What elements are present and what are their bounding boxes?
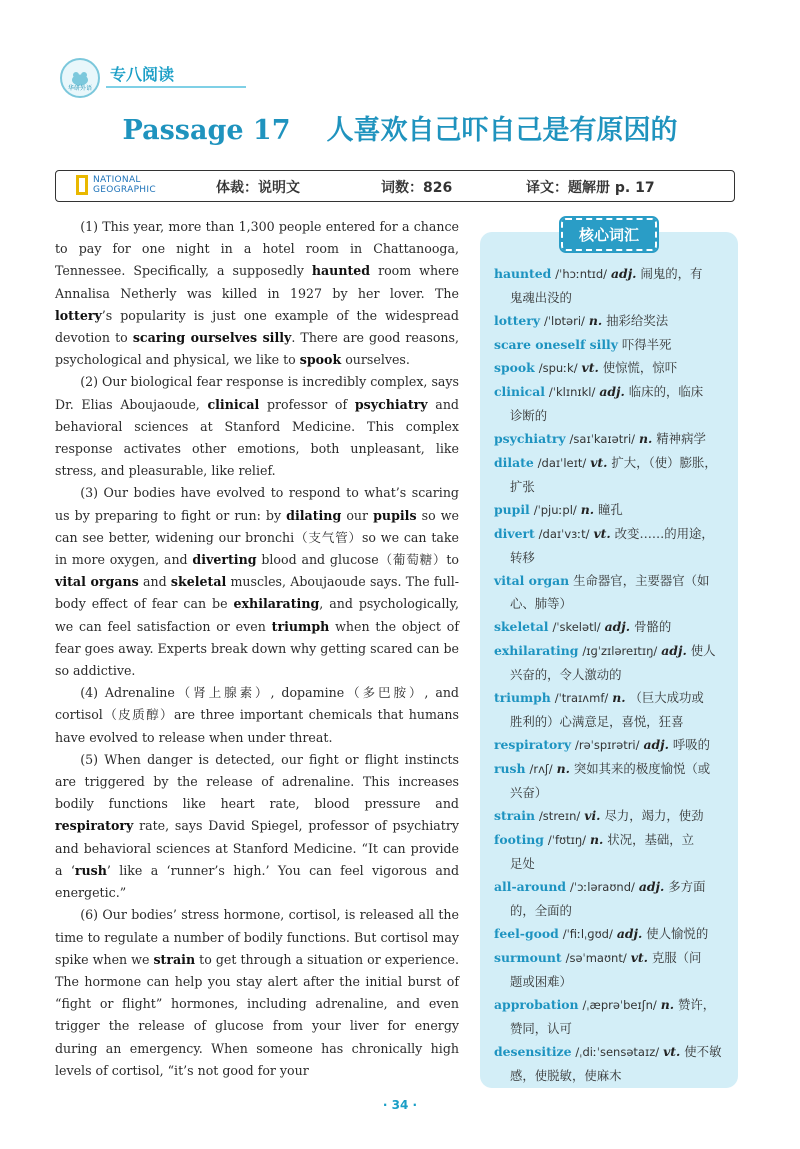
vocab-definition-continued: 兴奋的，令人激动的 xyxy=(510,667,622,682)
vocab-entry xyxy=(494,427,730,451)
logo-line-1: NATIONAL xyxy=(93,175,141,185)
vocab-entry xyxy=(494,615,730,639)
vocab-definition: 使惊慌，惊吓 xyxy=(602,360,678,375)
vocab-phonetic: /ˈlɒtəri/ xyxy=(543,314,585,328)
vocab-word: feel-good xyxy=(494,926,559,941)
vocab-phonetic: /ˌæprəˈbeɪʃn/ xyxy=(582,998,657,1012)
section-label: 专八阅读 xyxy=(110,65,175,84)
key-term: lottery xyxy=(55,307,102,323)
vocab-definition-continued: 题或困难） xyxy=(510,974,572,989)
text-run: (5) When danger is detected, our fight or flight instincts are triggered by the release of adrenaline. This increases bodily functions like heart rate, blood pressure and xyxy=(55,751,459,812)
vocab-phonetic: /spuːk/ xyxy=(538,361,578,375)
vocab-entry xyxy=(494,262,730,309)
national-geographic-logo xyxy=(76,174,196,196)
vocab-phonetic: /ˈfʊtɪŋ/ xyxy=(547,833,587,847)
vocab-definition: 突如其来的极度愉悦（或 xyxy=(573,761,711,776)
text-run: (3) Our bodies have evolved to respond to what’s scaring us by preparing to fight or run: by xyxy=(55,485,459,523)
vocab-definition: 扩大，（使）膨胀， xyxy=(611,455,717,470)
logo-line-2: GEOGRAPHIC xyxy=(93,185,156,195)
key-term: dilating xyxy=(286,507,342,523)
vocab-word: desensitize xyxy=(494,1044,572,1059)
vocab-phonetic: /saɪˈkaɪətri/ xyxy=(569,432,636,446)
vocab-definition: 使不敏 xyxy=(684,1044,722,1059)
vocabulary-list xyxy=(494,262,730,1087)
text-run: . There are good reasons, psychological and physical, we like to xyxy=(55,330,459,368)
vocab-definition-continued: 足处 xyxy=(510,856,535,871)
paragraph xyxy=(55,904,459,1082)
vocab-definition: 改变……的用途， xyxy=(614,526,714,541)
key-term: exhilarating xyxy=(233,596,320,612)
vocab-word: lottery xyxy=(494,313,541,328)
paragraph xyxy=(55,371,459,482)
vocab-part-of-speech: n. xyxy=(580,502,595,517)
text-run: and xyxy=(138,574,171,590)
key-term: strain xyxy=(153,951,196,967)
page-header xyxy=(60,58,380,98)
vocab-phonetic: /ɪɡˈzɪləreɪtɪŋ/ xyxy=(582,644,658,658)
word-count-label: 词数：826 xyxy=(381,180,453,196)
text-run: (2) Our biological fear response is incredibly complex, says Dr. Elias Aboujaoude, xyxy=(55,374,459,412)
genre-label: 体裁：说明文 xyxy=(216,180,300,196)
vocab-word: divert xyxy=(494,526,535,541)
vocab-part-of-speech: adj. xyxy=(661,643,687,658)
vocab-word: haunted xyxy=(494,266,552,281)
vocab-definition: 闹鬼的，有 xyxy=(640,266,703,281)
vocab-entry xyxy=(494,380,730,427)
vocab-definition: 瞳孔 xyxy=(598,502,623,517)
vocab-part-of-speech: n. xyxy=(612,690,626,705)
text-run: blood and glucose（葡萄糖）to xyxy=(256,552,460,568)
vocab-definition: 骨骼的 xyxy=(634,619,672,634)
key-term: triumph xyxy=(271,618,330,634)
vocab-entry xyxy=(494,946,730,993)
vocab-part-of-speech: adj. xyxy=(599,384,625,399)
vocab-entry xyxy=(494,639,730,686)
key-term: spook xyxy=(299,352,342,368)
vocab-definition: （巨大成功或 xyxy=(629,690,704,705)
vocab-word: respiratory xyxy=(494,737,572,752)
key-term: diverting xyxy=(192,552,257,568)
vocab-definition: 多方面 xyxy=(668,879,706,894)
vocab-part-of-speech: n. xyxy=(590,832,604,847)
vocab-word: rush xyxy=(494,761,526,776)
vocab-part-of-speech: adj. xyxy=(604,619,631,634)
text-run: ’s popularity is just one example of the widespread devotion to xyxy=(55,307,459,346)
vocab-entry xyxy=(494,333,730,356)
key-term: rush xyxy=(74,862,107,878)
vocab-definition: 使人 xyxy=(690,643,716,658)
text-run: so we can see better, widening our bronchi（支气管）so we can take in more oxygen, and xyxy=(55,507,459,568)
vocab-entry xyxy=(494,922,730,946)
vocab-phonetic: /daɪˈleɪt/ xyxy=(537,456,587,470)
vocab-phonetic: /ˈtraɪʌmf/ xyxy=(554,691,609,705)
vocab-word: all-around xyxy=(494,879,567,894)
vocab-part-of-speech: vt. xyxy=(590,455,608,470)
vocab-entry xyxy=(494,1040,730,1087)
vocab-part-of-speech: adj. xyxy=(616,926,643,941)
vocab-part-of-speech: adj. xyxy=(643,737,669,752)
page-number: · 34 · xyxy=(382,1098,418,1112)
vocab-entry xyxy=(494,451,730,498)
vocab-word: exhilarating xyxy=(494,643,579,658)
text-run: muscles, Aboujaoude says. The full-body effect of fear can be xyxy=(55,574,459,612)
text-run: ’ like a ‘runner’s high.’ You can feel vigorous and energetic.” xyxy=(55,862,460,901)
key-term: scaring ourselves silly xyxy=(132,330,292,346)
key-term: skeletal xyxy=(170,574,227,590)
key-term: haunted xyxy=(311,263,371,279)
text-run: rate, says David Spiegel, professor of psychiatry and behavioral sciences at Stanford Medicine. “It can provide a ‘ xyxy=(55,818,459,878)
vocab-definition-continued: 扩张 xyxy=(510,479,535,494)
passage-title-text: 人喜欢自己吓自己是有原因的 xyxy=(326,115,678,146)
vocab-phonetic: /daɪˈvɜːt/ xyxy=(538,527,590,541)
text-run: (1) This year, more than 1,300 people entered for a chance to pay for one night in a hotel room in Chattanooga, Tennessee. Specifically, a supposedly xyxy=(55,219,459,279)
vocab-phonetic: /ˈfiːlˌɡʊd/ xyxy=(562,927,613,941)
vocab-word: dilate xyxy=(494,455,534,470)
vocab-entry xyxy=(494,804,730,828)
vocab-phonetic: /ˌdiːˈsensətaɪz/ xyxy=(575,1045,660,1059)
text-run: to get through a situation or experience. The hormone can help you stay alert after the initial burst of “fight or flight” hormones, including adrenaline, and even trigger the release of glucose from your liver for energy during an emergency. When someone has chronically high levels of cortisol, “it’s not good for your xyxy=(55,951,459,1078)
vocab-word: strain xyxy=(494,808,535,823)
paragraph xyxy=(55,482,459,682)
vocab-part-of-speech: n. xyxy=(556,761,570,776)
vocab-definition-continued: 鬼魂出没的 xyxy=(510,290,572,305)
vocab-phonetic: /səˈmaʊnt/ xyxy=(565,951,627,965)
vocab-definition: 呼吸的 xyxy=(672,737,711,752)
text-run: our xyxy=(341,507,374,523)
vocab-word: vital organ xyxy=(494,573,570,588)
text-run: , and psychologically, we can feel satisfaction or even xyxy=(55,596,459,634)
vocab-phonetic: /ˈpjuːpl/ xyxy=(533,503,577,517)
passage-number: Passage 17 xyxy=(122,115,291,146)
vocab-word: psychiatry xyxy=(494,431,566,446)
vocab-part-of-speech: vt. xyxy=(593,526,611,541)
vocab-part-of-speech: vi. xyxy=(584,808,601,823)
vocab-entry xyxy=(494,569,730,615)
vocab-definition: 抽彩给奖法 xyxy=(606,313,669,328)
key-term: clinical xyxy=(207,396,260,412)
vocab-definition-continued: 心、肺等） xyxy=(510,596,572,611)
text-run: (4) Adrenaline（肾上腺素）, dopamine（多巴胺）, and cortisol（皮质醇）are three important chemicals that humans have evolved to release when under threat. xyxy=(55,685,459,745)
vocab-definition: 吓得半死 xyxy=(621,337,672,352)
key-term: vital organs xyxy=(55,574,139,590)
passage-body xyxy=(55,216,459,1082)
vocab-part-of-speech: vt. xyxy=(663,1044,681,1059)
vocab-word: spook xyxy=(494,360,535,375)
text-run: and behavioral sciences at Stanford Medicine. This complex response activates other emotions, both unpleasant, like stress, and pleasurable, like relief. xyxy=(55,396,459,479)
vocab-part-of-speech: vt. xyxy=(630,950,648,965)
vocab-entry xyxy=(494,875,730,922)
vocab-entry xyxy=(494,522,730,569)
vocab-entry xyxy=(494,686,730,733)
passage-info-bar xyxy=(55,170,735,202)
vocab-definition-continued: 赞同，认可 xyxy=(510,1021,572,1036)
vocab-word: scare oneself silly xyxy=(494,337,618,352)
text-run: professor of xyxy=(259,396,355,412)
vocabulary-heading: 核心词汇 xyxy=(561,218,657,251)
vocab-entry xyxy=(494,733,730,757)
vocab-part-of-speech: n. xyxy=(660,997,675,1012)
vocab-part-of-speech: adj. xyxy=(638,879,665,894)
vocab-definition: 尽力，竭力，使劲 xyxy=(604,808,704,823)
vocab-entry xyxy=(494,498,730,522)
vocab-word: footing xyxy=(494,832,544,847)
text-run: room where Annalisa Netherly was killed in 1927 by her lover. The xyxy=(55,263,459,301)
vocab-word: clinical xyxy=(494,384,545,399)
vocabulary-panel xyxy=(480,226,738,1088)
text-run: (6) Our bodies’ stress hormone, cortisol, is released all the time to regulate a number of bodily functions. But cortisol may spike when we xyxy=(55,907,459,967)
vocab-part-of-speech: n. xyxy=(639,431,653,446)
section-underline xyxy=(106,86,246,88)
vocab-definition-continued: 诊断的 xyxy=(510,408,548,423)
vocab-definition: 使人愉悦的 xyxy=(646,926,709,941)
key-term: psychiatry xyxy=(354,396,428,412)
vocab-definition: 生命器官，主要器官（如 xyxy=(573,573,710,588)
vocab-phonetic: /ˈskelətl/ xyxy=(552,620,601,634)
vocab-entry xyxy=(494,309,730,333)
vocab-part-of-speech: vt. xyxy=(581,360,599,375)
vocab-definition: 赞许， xyxy=(678,997,716,1012)
vocab-entry xyxy=(494,828,730,875)
paragraph xyxy=(55,216,459,371)
vocab-phonetic: /rʌʃ/ xyxy=(529,762,553,776)
text-run: ourselves. xyxy=(341,352,410,368)
vocab-word: surmount xyxy=(494,950,562,965)
yellow-frame-icon xyxy=(76,175,88,195)
vocab-definition-continued: 兴奋） xyxy=(510,785,548,800)
vocab-definition: 克服（问 xyxy=(651,950,702,965)
vocab-definition: 精神病学 xyxy=(656,431,706,446)
vocab-entry xyxy=(494,356,730,380)
vocab-entry xyxy=(494,993,730,1040)
vocab-definition: 临床的，临床 xyxy=(628,384,704,399)
paragraph xyxy=(55,749,459,904)
vocab-phonetic: /ˈɔːləraʊnd/ xyxy=(570,880,635,894)
publisher-logo xyxy=(60,58,100,98)
translation-ref-label: 译文：题解册 p. 17 xyxy=(526,180,655,196)
vocab-phonetic: /ˈhɔːntɪd/ xyxy=(555,267,608,281)
vocab-definition: 状况，基础，立 xyxy=(607,832,695,847)
vocab-phonetic: /rəˈspɪrətri/ xyxy=(574,738,640,752)
vocab-definition-continued: 转移 xyxy=(510,550,535,565)
passage-title xyxy=(0,108,800,147)
vocab-definition-continued: 感，使脱敏，使麻木 xyxy=(510,1068,622,1083)
vocab-word: approbation xyxy=(494,997,579,1012)
key-term: respiratory xyxy=(55,818,134,834)
text-run: when the object of fear goes away. Experts break down why getting scared can be so addictive. xyxy=(55,618,460,679)
vocab-part-of-speech: adj. xyxy=(611,266,637,281)
vocab-word: pupil xyxy=(494,502,530,517)
vocab-definition-continued: 胜利的）心满意足，喜悦，狂喜 xyxy=(510,714,684,729)
logo-text: 华研外语 xyxy=(67,85,92,92)
vocab-word: skeletal xyxy=(494,619,549,634)
key-term: pupils xyxy=(373,507,417,523)
vocab-word: triumph xyxy=(494,690,551,705)
vocab-phonetic: /ˈklɪnɪkl/ xyxy=(548,385,596,399)
vocab-definition-continued: 的，全面的 xyxy=(510,903,572,918)
vocab-phonetic: /streɪn/ xyxy=(538,809,581,823)
paragraph xyxy=(55,682,459,749)
vocab-part-of-speech: n. xyxy=(588,313,603,328)
vocab-entry xyxy=(494,757,730,804)
